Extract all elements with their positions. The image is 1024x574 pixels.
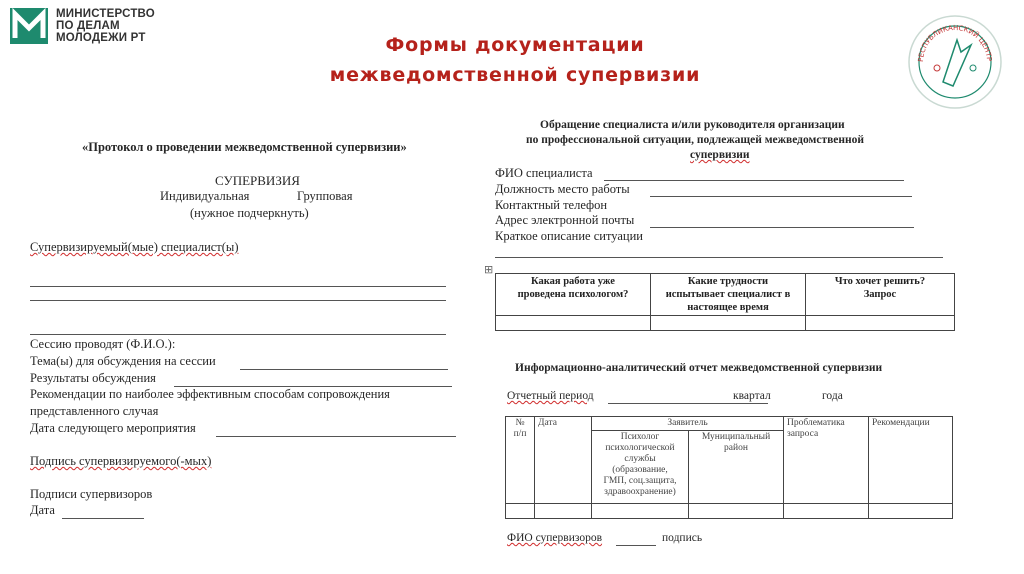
supervisee-line-3: [30, 334, 446, 335]
field-fio-line: [604, 180, 904, 181]
appeal-title-line-3: супервизии: [690, 149, 750, 161]
report-title: Информационно-аналитический отчет межведомственной супервизии: [515, 362, 883, 374]
appeal-cell: [806, 316, 955, 331]
field-email-line: [650, 227, 914, 228]
next-date-line: [216, 436, 456, 437]
report-cell: [869, 504, 953, 519]
topic-line: [240, 369, 448, 370]
supervisee-label: Супервизируемый(мые) специалист(ы): [30, 240, 239, 254]
report-cell: [689, 504, 784, 519]
table-move-icon: ⊞: [484, 263, 494, 276]
appeal-title-line-1: Обращение специалиста и/или руководителя организации: [540, 119, 845, 131]
next-date-label: Дата следующего мероприятия: [30, 421, 196, 435]
type-individual: Индивидуальная: [160, 189, 250, 203]
appeal-cell: [651, 316, 806, 331]
appeal-table-header-row: [496, 274, 955, 316]
report-header-row-1: [506, 417, 953, 431]
description-line: [495, 257, 943, 258]
field-phone: Контактный телефон: [495, 198, 608, 212]
page-title: [280, 30, 750, 90]
report-empty-row: [506, 504, 953, 519]
results-label: Результаты обсуждения: [30, 371, 156, 385]
field-email: Адрес электронной почты: [495, 213, 635, 227]
appeal-title-line-2: по профессиональной ситуации, подлежащей межведомственной: [526, 134, 865, 146]
report-fio-line: [616, 545, 656, 546]
svg-text:РЕСПУБЛИКАНСКИЙ ЦЕНТР: РЕСПУБЛИКАНСКИЙ ЦЕНТР: [916, 23, 994, 63]
report-col-num: № п/п: [506, 417, 535, 504]
report-quarter-label: квартал: [733, 390, 771, 402]
report-period-line: [608, 403, 768, 404]
protocol-heading: СУПЕРВИЗИЯ: [215, 173, 300, 188]
field-position-line: [650, 196, 912, 197]
title-line-2: межведомственной супервизии: [329, 64, 701, 86]
supervisee-line-2: [30, 300, 446, 301]
report-col-date: Дата: [535, 417, 592, 504]
report-cell: [535, 504, 592, 519]
protocol-title: «Протокол о проведении межведомственной супервизии»: [82, 140, 407, 154]
ministry-name: МИНИСТЕРСТВО ПО ДЕЛАМ МОЛОДЕЖИ РТ: [56, 8, 155, 44]
report-col-problem: Проблематика запроса: [784, 417, 869, 504]
report-cell: [592, 504, 689, 519]
report-col-psych: Психолог психологической службы (образование, ГМП, соц.защита, здравоохранение): [592, 431, 689, 504]
recommend-line-1: Рекомендации по наиболее эффективным способам сопровождения: [30, 387, 390, 401]
sign-supervisee-label: Подпись супервизируемого(-мых): [30, 454, 212, 468]
report-sign-label: подпись: [662, 532, 703, 544]
session-label: Сессию проводят (Ф.И.О.):: [30, 337, 176, 351]
report-col-applicant: Заявитель: [592, 417, 784, 431]
appeal-table: [495, 273, 955, 331]
field-position: Должность место работы: [495, 182, 630, 196]
report-fio-label: ФИО супервизоров: [507, 532, 603, 544]
report-year-label: года: [822, 390, 843, 402]
recommend-line-2: представленного случая: [30, 404, 159, 418]
report-col-recommend: Рекомендации: [869, 417, 953, 504]
center-seal-icon: [905, 12, 1005, 112]
report-col-municipal: Муниципальный район: [689, 431, 784, 504]
sign-supervisors-label: Подписи супервизоров: [30, 487, 153, 501]
topic-label: Тема(ы) для обсуждения на сессии: [30, 354, 216, 368]
title-line-1: Формы документации: [385, 34, 645, 56]
ministry-logo-icon: [10, 8, 48, 44]
field-fio: ФИО специалиста: [495, 166, 593, 180]
report-table: [505, 416, 953, 519]
field-description: Краткое описание ситуации: [495, 229, 643, 243]
appeal-col-work: Какая работа уже проведена психологом?: [496, 274, 651, 316]
date-line: [62, 518, 144, 519]
type-group: Групповая: [297, 189, 353, 203]
appeal-table-empty-row: [496, 316, 955, 331]
appeal-cell: [496, 316, 651, 331]
ministry-logo: [10, 8, 155, 44]
appeal-col-difficulties: Какие трудности испытывает специалист в настоящее время: [651, 274, 806, 316]
date-label: Дата: [30, 503, 55, 517]
report-cell: [506, 504, 535, 519]
type-note: (нужное подчеркнуть): [190, 206, 309, 220]
report-period-label: Отчетный период: [507, 390, 594, 402]
supervisee-line-1: [30, 286, 446, 287]
appeal-col-request: Что хочет решить? Запрос: [806, 274, 955, 316]
report-cell: [784, 504, 869, 519]
